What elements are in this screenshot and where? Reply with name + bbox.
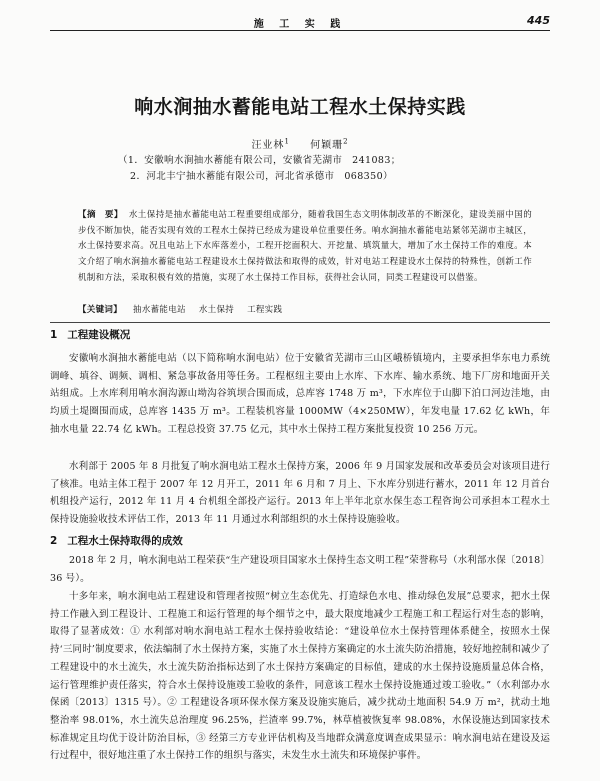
keyword: 抽水蓄能电站 <box>133 305 186 315</box>
keywords <box>78 303 532 315</box>
author-name: 何颖珊 <box>310 140 344 151</box>
author-name: 汪业林 <box>251 140 285 151</box>
section-heading-1 <box>50 327 130 342</box>
keyword: 工程实践 <box>247 305 283 315</box>
affiliations <box>118 153 401 185</box>
keyword: 水土保持 <box>198 305 235 315</box>
journal-section-name: 施 工 实 践 <box>253 19 347 30</box>
section-number: 1 <box>50 329 58 341</box>
affiliation-2: 2．河北丰宁抽水蓄能有限公司，河北省承德市 068350） <box>130 171 393 182</box>
abstract-label: 【摘 要】 <box>78 210 123 220</box>
abstract-divider <box>50 322 550 323</box>
abstract <box>78 208 532 287</box>
section-title: 工程建设概况 <box>67 329 131 341</box>
running-header <box>50 14 550 31</box>
page-number: 445 <box>527 14 550 27</box>
section-title: 工程水土保持取得的成效 <box>67 535 183 547</box>
author-list <box>0 136 600 151</box>
paper-title: 响水涧抽水蓄能电站工程水土保持实践 <box>134 96 466 118</box>
author-2 <box>310 137 349 151</box>
author-affiliation-mark: 1 <box>284 137 290 146</box>
abstract-text: 水土保持是抽水蓄能电站工程重要组成部分，随着我国生态文明体制改革的不断深化，建设美丽中国的步伐不断加快，能否实现有效的工程水土保持已经成为建设单位重要任务。响水涧抽水蓄能电站紧邻芜湖市主城区，水土保持要求高。况且电站上下水库落差小，工程开挖面积大、开挖量、填筑量大，增加了水土保持工作的难度。本文介绍了响水涧抽水蓄能电站工程建设水土保持做法和取得的成效，针对电站工程建设水土保持的特殊性，创新工作机制和方法，采取积极有效的措施，实现了水土保持工作目标，获得社会认同，同类工程建设可以借鉴。 <box>78 210 532 283</box>
paragraph: 安徽响水涧抽水蓄能电站（以下简称响水涧电站）位于安徽省芜湖市三山区峨桥镇境内，主要承担华东电力系统调峰、填谷、调频、调相、紧急事故备用等任务。工程枢纽主要由上水库、下水库、输水系统、地下厂房和地面开关站组成。上水库利用响水涧沟源山坳沟谷筑坝合围而成，总库容 1748 万 m³，下水库位于山脚下泊口河边洼地，由均质土堤圈围而成，总库容 1435 万 m³。工程装机容量 1000MW（4×250MW），年发电量 17.62 亿 kWh，年抽水电量 22.74 亿 kWh。工程总投资 37.75 亿元，其中水土保持工程方案批复投资 10 256 万元。 <box>50 353 550 435</box>
section-heading-2 <box>50 533 183 548</box>
author-affiliation-mark: 2 <box>343 137 349 146</box>
keywords-label: 【关键词】 <box>78 305 123 315</box>
paragraph: 水利部于 2005 年 8 月批复了响水涧电站工程水土保持方案，2006 年 9 月国家发展和改革委员会对该项目进行了核准。电站主体工程于 2007 年 12 月开工，2011 年 6 月和 7 月上、下水库分别进行蓄水，2011 年 12 月首台机组投产运行，2012 年 11 月 4 台机组全部投产运行。2013 年上半年北京水保生态工程咨询公司承担本工程水土保持设施验收技术评估工作，2013 年 11 月通过水利部组织的水土保持设施验收。 <box>50 461 550 526</box>
paragraph: 十多年来，响水涧电站工程建设和管理者按照“树立生态优先、打造绿色水电、推动绿色发展”总要求，把水土保持工作融入到工程设计、工程施工和运行管理的每个细节之中，最大限度地减少工程施工和工程运行对生态的影响，取得了显著成效：① 水利部对响水涧电站工程水土保持验收结论：“建设单位水土保持管理体系健全，按照水土保持‘三同时’制度要求，依法编制了水土保持方案，实施了水土保持方案确定的水土流失防治措施，较好地控制和减少了工程建设中的水土流失，水土流失防治指标达到了水土保持方案确定的目标值，建成的水土保持设施质量总体合格，运行管理维护责任落实，符合水土保持设施竣工验收的条件，同意该工程水土保持设施通过竣工验收。”（水利部办水保函〔2013〕1315 号）。② 工程建设各项环保水保方案及设施实施后，减少扰动土地面积 54.9 万 m²，扰动土地整治率 98.01%，水土流失总治理度 96.25%，拦渣率 99.7%，林草植被恢复率 98.08%，水保设施达到国家技术标准规定且均优于设计防治目标，③ 经第三方专业评估机构及当地群众满意度调查成果显示：响水涧电站在建设及运行过程中，很好地注重了水土保持工作的组织与落实，未发生水土流失和环境保护事件。 <box>50 591 550 762</box>
section-number: 2 <box>50 535 58 547</box>
author-1 <box>251 137 290 151</box>
paragraph: 2018 年 2 月，响水涧电站工程荣获“生产建设项目国家水土保持生态文明工程”荣誉称号（水利部水保〔2018〕36 号）。 <box>50 555 550 584</box>
affiliation-1: （1．安徽响水涧抽水蓄能有限公司，安徽省芜湖市 241083； <box>118 155 401 166</box>
